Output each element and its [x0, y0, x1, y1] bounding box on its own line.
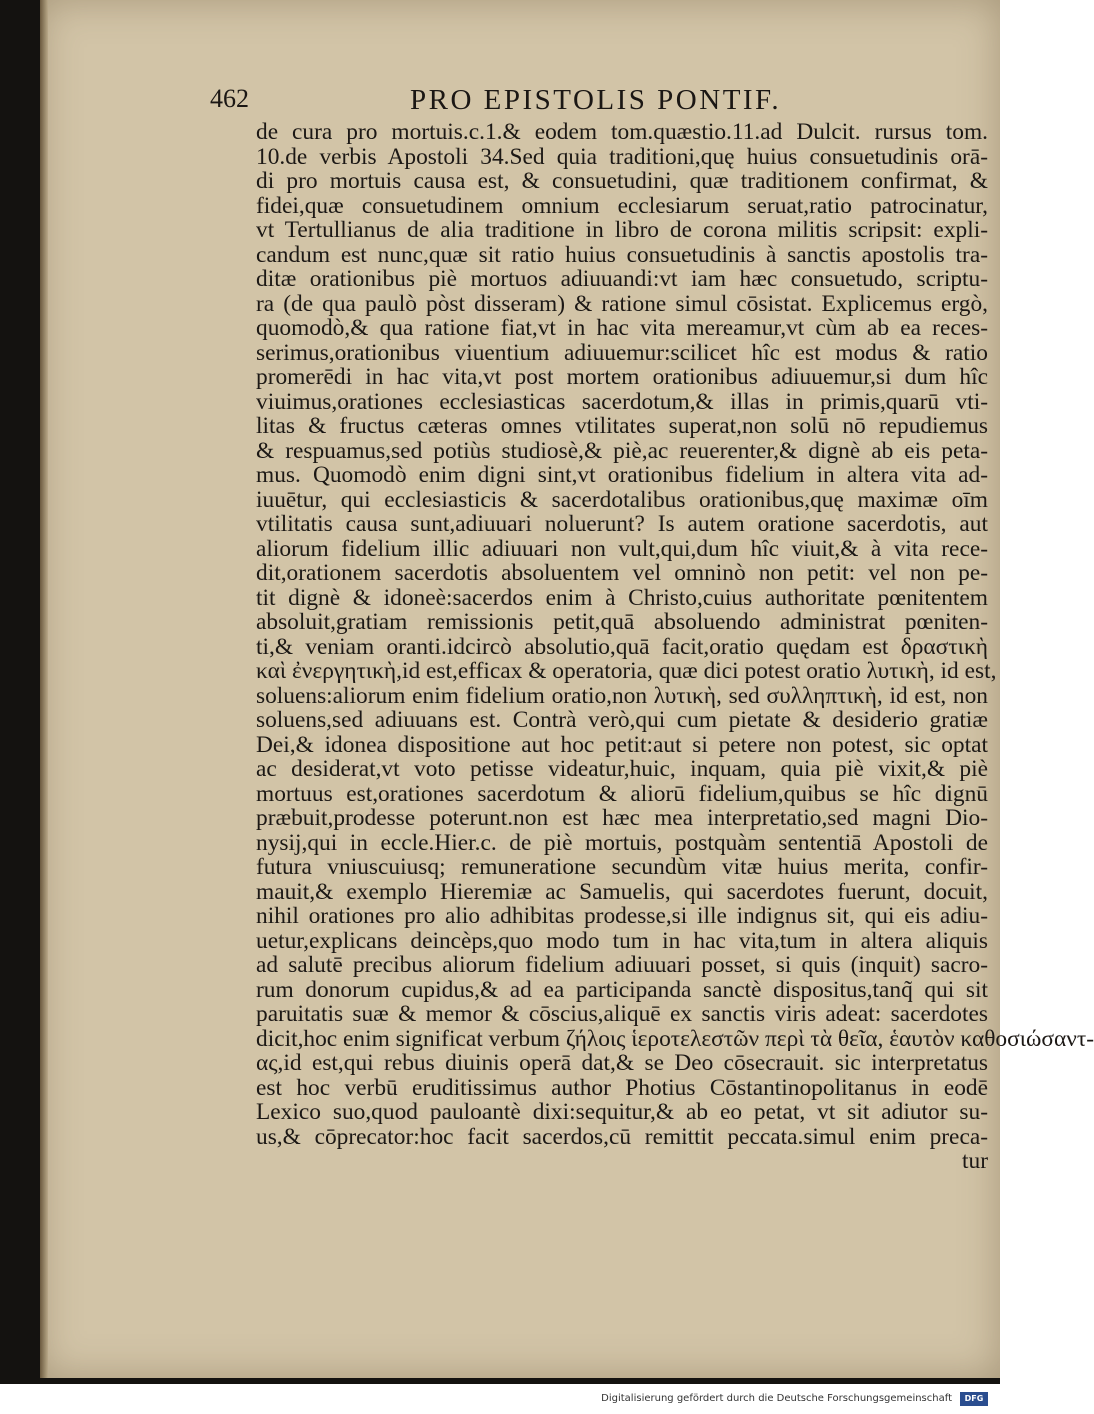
page-header [210, 84, 990, 124]
text-line: præbuit,prodesse poterunt.non est hæc mea interpretatio,sed magni Dio- [256, 805, 988, 831]
text-line: nysij,qui in eccle.Hier.c. de piè mortuis, postquàm sententiā Apostoli de [256, 829, 988, 856]
text-line: litas & fructus cæteras omnes vtilitates superat,non solū nō repudiemus [256, 413, 988, 439]
text-line: ac desiderat,vt voto petisse videatur,huic, inquam, quia piè vixit,& piè [256, 756, 988, 782]
body-text [256, 119, 1094, 1174]
text-line: aliorum fidelium illic adiuuari non vult,qui,dum hîc viuit,& à vita rece- [256, 535, 988, 562]
text-line: ας,id est,qui rebus diuinis operā dat,& se Deo cōsecrauit. sic interpretatus [256, 1050, 988, 1076]
text-line: ad salutē precibus aliorum fidelium adiuuari posset, si quis (inquit) sacro- [256, 952, 988, 978]
text-line: mus. Quomodò enim digni sint,vt orationibus fidelium in altera vita ad- [256, 462, 988, 488]
text-line: de cura pro mortuis.c.1.& eodem tom.quæstio.11.ad Dulcit. rursus tom. [256, 119, 988, 145]
text-line: ditæ orationibus piè mortuos adiuuandi:vt iam hæc consuetudo, scriptu- [256, 266, 988, 292]
text-line: us,& cōprecator:hoc facit sacerdos,cū remittit peccata.simul enim preca- [256, 1123, 988, 1150]
dfg-logo: DFG [960, 1392, 988, 1406]
text-line: serimus,orationibus viuentium adiuuemur:scilicet hîc est modus & ratio [256, 339, 988, 366]
text-line: ti,& veniam oranti.idcircò absolutio,quā facit,oratio quędam est δραστικὴ [256, 633, 988, 660]
text-line: καὶ ἐνεργητικὴ,id est,efficax & operatoria, quæ dici potest oratio λυτικὴ, id est, [256, 658, 997, 684]
text-line: vtilitatis causa sunt,adiuuari noluerunt? Is autem oratione sacerdotis, aut [256, 511, 988, 537]
text-line: tit dignè & idoneè:sacerdos enim à Christo,cuius authoritate pœnitentem [256, 584, 988, 611]
text-line: promerēdi in hac vita,vt post mortem orationibus adiuuemur,si dum hîc [256, 364, 988, 390]
text-line: di pro mortuis causa est, & consuetudini, quæ traditionem confirmat, & [256, 168, 988, 194]
text-line: ra (de qua paulò pòst disseram) & ratione simul cōsistat. Explicemus ergò, [256, 290, 988, 317]
text-line: 10.de verbis Apostoli 34.Sed quia traditioni,quę huius consuetudinis orā- [256, 143, 988, 170]
text-line: dit,orationem sacerdotis absoluentem vel omninò non petit: vel non pe- [256, 560, 988, 586]
page-gutter [40, 0, 48, 1378]
text-line: paruitatis suæ & memor & cōscius,aliquē ex sanctis viris adeat: sacerdotes [256, 1001, 988, 1027]
text-line: iuuētur, qui ecclesiasticis & sacerdotalibus orationibus,quę maximæ oīm [256, 486, 988, 513]
text-line: vt Tertullianus de alia traditione in libro de corona militis scripsit: expli- [256, 217, 988, 243]
footer-bar [0, 1386, 1000, 1414]
text-line: soluens:aliorum enim fidelium oratio,non λυτικὴ, sed συλληπτικὴ, id est, non [256, 682, 988, 709]
footer-credit: Digitalisierung gefördert durch die Deutsche Forschungsgemeinschaft [601, 1393, 952, 1404]
text-line: rum donorum cupidus,& ad ea participanda sanctè dispositus,tanq̃ qui sit [256, 976, 988, 1003]
text-line: uetur,explicans deincèps,quo modo tum in hac vita,tum in altera aliquis [256, 927, 988, 954]
running-head: PRO EPISTOLIS PONTIF. [410, 84, 782, 116]
text-line: tur [962, 1148, 988, 1174]
text-line: soluens,sed adiuuans est. Contrà verò,qui cum pietate & desiderio gratiæ [256, 707, 988, 733]
text-line: viuimus,orationes ecclesiasticas sacerdotum,& illas in primis,quarū vti- [256, 388, 988, 415]
text-line: candum est nunc,quæ sit ratio huius consuetudinis à sanctis apostolis tra- [256, 241, 988, 268]
page-number: 462 [210, 84, 249, 113]
text-line: dicit,hoc enim significat verbum ζήλοις ἱεροτελεστῶν περὶ τὰ θεῖα, ἑαυτὸν καθοσιώσαντ- [256, 1025, 1094, 1052]
text-line: nihil orationes pro alio adhibitas prodesse,si ille indignus sit, qui eis adiu- [256, 903, 988, 929]
text-line: mauit,& exemplo Hieremiæ ac Samuelis, qui sacerdotes fuerunt, docuit, [256, 878, 988, 905]
text-line: mortuus est,orationes sacerdotum & aliorū fidelium,quibus se hîc dignū [256, 780, 988, 807]
text-line: fidei,quæ consuetudinem omnium ecclesiarum seruat,ratio patrocinatur, [256, 192, 988, 219]
text-line: & respuamus,sed potiùs studiosè,& piè,ac reuerenter,& dignè ab eis peta- [256, 437, 988, 464]
text-line: quomodò,& qua ratione fiat,vt in hac vita mereamur,vt cùm ab ea reces- [256, 315, 988, 341]
text-line: est hoc verbū eruditissimus author Photius Cōstantinopolitanus in eodē [256, 1074, 988, 1101]
text-line: Dei,& idonea dispositione aut hoc petit:aut si petere non potest, sic optat [256, 731, 988, 758]
text-line: Lexico suo,quod pauloantè dixi:sequitur,& ab eo petat, vt sit adiutor su- [256, 1099, 988, 1125]
text-line: absoluit,gratiam remissionis petit,quā absoluendo administrat pœniten- [256, 609, 988, 635]
text-line: futura vniuscuiusq; remuneratione secundùm vitæ huius merita, confir- [256, 854, 988, 880]
